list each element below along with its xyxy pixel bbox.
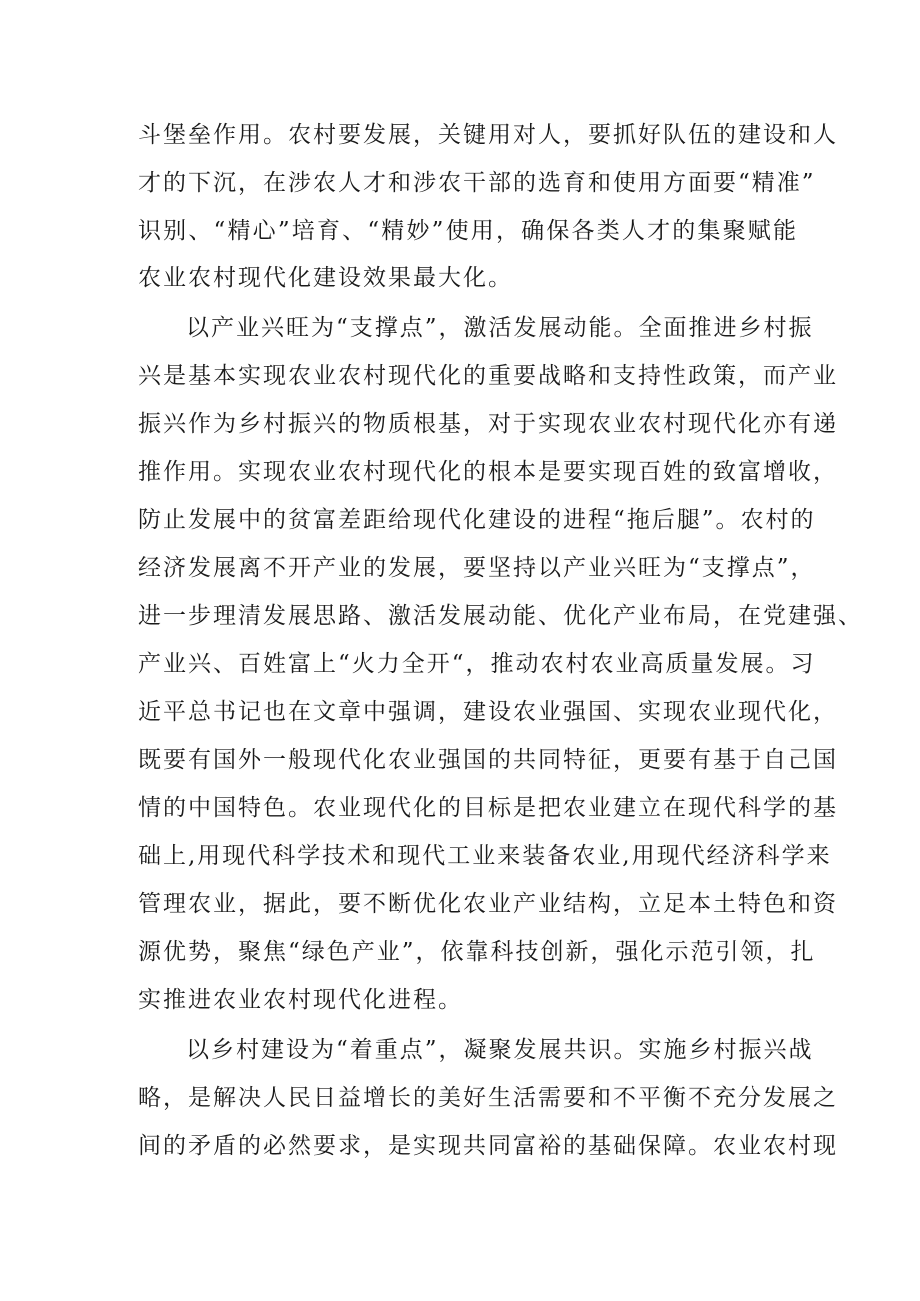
text-line: 推作用。实现农业农村现代化的根本是要实现百姓的致富增收， bbox=[138, 459, 838, 485]
paragraph-first-line: 以乡村建设为“着重点”，凝聚发展共识。实施乡村振兴战 bbox=[186, 1037, 814, 1063]
text-line: 产业兴、百姓富上“火力全开“，推动农村农业高质量发展。习 bbox=[138, 651, 816, 677]
text-line: 源优势，聚焦“绿色产业”，依靠科技创新，强化示范引领，扎 bbox=[138, 939, 816, 965]
text-line: 间的矛盾的必然要求，是实现共同富裕的基础保障。农业农村现 bbox=[138, 1133, 838, 1159]
text-line: 兴是基本实现农业农村现代化的重要战略和支持性政策，而产业 bbox=[138, 363, 838, 389]
text-line: 实推进农业农村现代化进程。 bbox=[138, 987, 463, 1013]
text-line: 既要有国外一般现代化农业强国的共同特征，更要有基于自己国 bbox=[138, 747, 838, 773]
text-line: 防止发展中的贫富差距给现代化建设的进程“拖后腿”。农村的 bbox=[138, 507, 816, 533]
text-line: 才的下沉，在涉农人才和涉农干部的选育和使用方面要“精准” bbox=[138, 170, 816, 196]
text-line: 振兴作为乡村振兴的物质根基，对于实现农业农村现代化亦有递 bbox=[138, 411, 838, 437]
text-line: 础上,用现代科学技术和现代工业来装备农业,用现代经济科学来 bbox=[138, 843, 832, 869]
text-line: 近平总书记也在文章中强调，建设农业强国、实现农业现代化， bbox=[138, 699, 838, 725]
text-line: 管理农业，据此，要不断优化农业产业结构，立足本土特色和资 bbox=[138, 891, 838, 917]
text-line: 经济发展离不开产业的发展，要坚持以产业兴旺为“支撑点”， bbox=[138, 555, 816, 581]
paragraph-first-line: 以产业兴旺为“支撑点”，激活发展动能。全面推进乡村振 bbox=[186, 315, 814, 341]
text-line: 识别、“精心”培育、“精妙”使用，确保各类人才的集聚赋能 bbox=[138, 218, 798, 244]
text-line: 农业农村现代化建设效果最大化。 bbox=[138, 265, 513, 291]
text-line: 进一步理清发展思路、激活发展动能、优化产业布局，在党建强、 bbox=[138, 603, 863, 629]
text-line: 略，是解决人民日益增长的美好生活需要和不平衡不充分发展之 bbox=[138, 1085, 838, 1111]
text-line: 情的中国特色。农业现代化的目标是把农业建立在现代科学的基 bbox=[138, 795, 838, 821]
text-line: 斗堡垒作用。农村要发展，关键用对人，要抓好队伍的建设和人 bbox=[138, 122, 838, 148]
